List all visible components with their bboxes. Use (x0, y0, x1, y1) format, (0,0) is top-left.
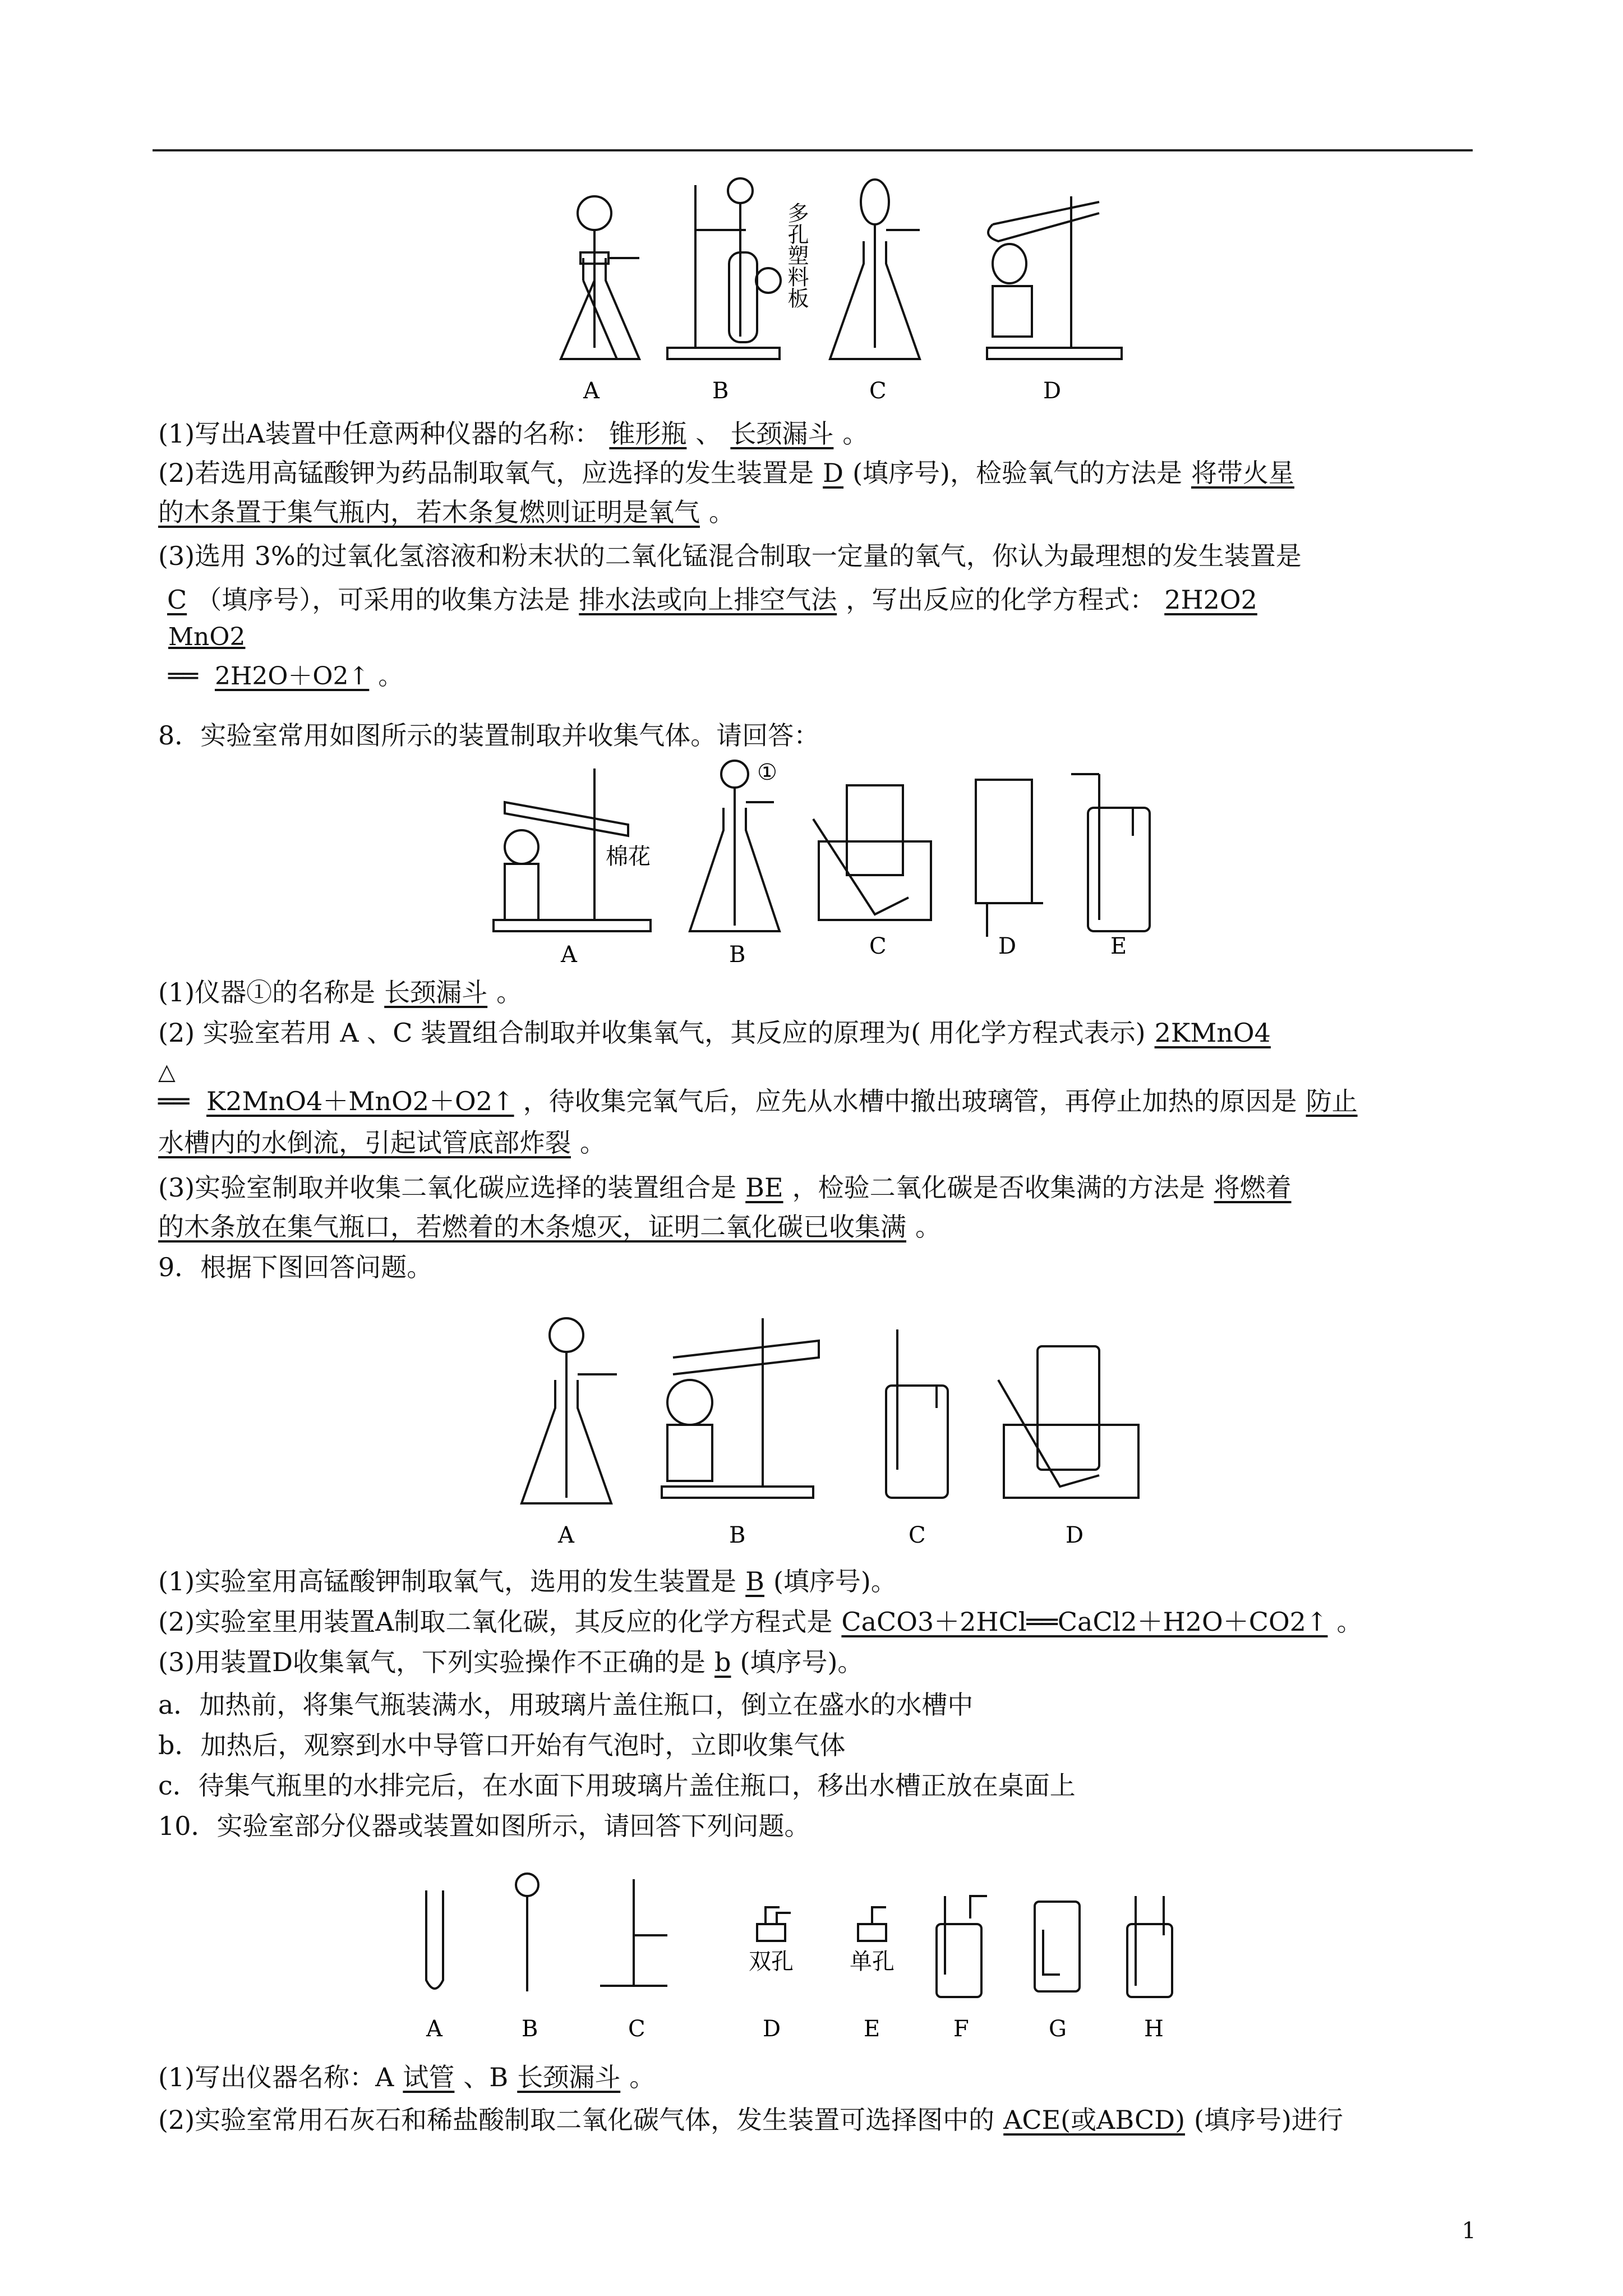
figure-2-drawing (482, 752, 1211, 968)
q8-p2-eq-right: K2MnO4＋MnO2＋O2↑ (206, 1086, 514, 1116)
q8-p2-condition: △ (158, 1059, 176, 1085)
fig2-label-b: B (729, 942, 746, 968)
q7-equation-block: MnO2 ══ 2H2O＋O2↑ 。 (168, 623, 403, 691)
q7-p3-answer1: C (167, 585, 187, 615)
q7-p3-mid2: ，写出反应的化学方程式： (846, 585, 1156, 615)
page-number: 1 (1461, 2218, 1476, 2244)
q9-p2-prefix: (2)实验室里用装置A制取二氧化碳，其反应的化学方程式是 (158, 1607, 833, 1637)
q7-p1-answer1: 锥形瓶 (609, 418, 687, 449)
fig4-d-text: 双孔 (749, 1949, 794, 1975)
q7-p2-prefix: (2)若选用高锰酸钾为药品制取氧气，应选择的发生装置是 (158, 458, 814, 488)
q8-p3-end: 。 (915, 1212, 941, 1242)
fig4-label-f: F (953, 2016, 969, 2042)
q7-p3-mid: （填序号），可采用的收集方法是 (196, 585, 570, 615)
q10-part2 (158, 2101, 1470, 2138)
q7-p2-end: 。 (709, 497, 735, 527)
q10-p1-prefix: (1)写出仪器名称：A (158, 2062, 394, 2092)
q7-p2-mid: (填序号)，检验氧气的方法是 (852, 458, 1182, 488)
fig1-label-d: D (1043, 378, 1062, 404)
q9-p1-answer: B (745, 1566, 764, 1596)
q10-part1 (158, 2059, 1470, 2096)
fig1-plate-text: 多孔塑料板 (784, 202, 809, 309)
q10-p1-answer1: 试管 (403, 2062, 455, 2092)
q9-option-a-text: a．加热前，将集气瓶装满水，用玻璃片盖住瓶口，倒立在盛水的水槽中 (158, 1690, 974, 1720)
q7-part2-line1 (158, 454, 1470, 491)
q9-title-text: 9．根据下图回答问题。 (158, 1252, 433, 1282)
fig3-label-b: B (729, 1522, 746, 1548)
figure-3 (505, 1313, 1178, 1550)
figure-4 (404, 1862, 1245, 2044)
fig1-label-b: B (712, 378, 729, 404)
fig3-label-a: A (558, 1522, 574, 1548)
fig1-label-c: C (869, 378, 887, 404)
q9-p3-end: (填序号)。 (740, 1647, 864, 1677)
q7-p1-end: 。 (842, 418, 869, 449)
q8-p2-eq-left: 2KMnO4 (1154, 1018, 1271, 1048)
q8-p2-answer2b: 水槽内的水倒流，引起试管底部炸裂 (158, 1128, 571, 1158)
q8-p3-prefix: (3)实验室制取并收集二氧化碳应选择的装置组合是 (158, 1172, 737, 1203)
q9-p3-prefix: (3)用装置D收集氧气，下列实验操作不正确的是 (158, 1647, 706, 1677)
q10-p2-prefix: (2)实验室常用石灰石和稀盐酸制取二氧化碳气体，发生装置可选择图中的 (158, 2105, 995, 2135)
figure-4-drawing (404, 1862, 1245, 2042)
q7-p3-eq-left: 2H2O2 (1164, 585, 1257, 615)
fig4-label-h: H (1144, 2016, 1164, 2042)
q7-p2-answer2a: 将带火星 (1191, 458, 1294, 488)
q10-p2-answer: ACE(或ABCD) (1003, 2105, 1186, 2135)
q9-p3-answer: b (714, 1647, 731, 1677)
q8-part3-line2 (158, 1208, 1470, 1245)
fig4-label-g: G (1049, 2016, 1067, 2042)
q7-p1-answer2: 长颈漏斗 (730, 418, 834, 449)
q9-p2-end: 。 (1336, 1607, 1363, 1637)
q9-part2 (158, 1603, 1470, 1640)
q7-p2-answer1: D (823, 458, 844, 488)
q9-p1-prefix: (1)实验室用高锰酸钾制取氧气，选用的发生装置是 (158, 1566, 737, 1596)
fig3-label-d: D (1066, 1522, 1084, 1548)
q9-option-c-text: c．待集气瓶里的水排完后，在水面下用玻璃片盖住瓶口，移出水槽正放在桌面上 (158, 1770, 1076, 1801)
q8-p1-prefix: (1)仪器①的名称是 (158, 977, 376, 1007)
q8-p3-answer2b: 的木条放在集气瓶口，若燃着的木条熄灭，证明二氧化碳已收集满 (158, 1212, 906, 1242)
fig4-label-a: A (426, 2016, 442, 2042)
fig2-label-a: A (561, 942, 577, 968)
fig2-label-d: D (998, 933, 1017, 959)
q10-p2-end: (填序号)进行 (1194, 2105, 1343, 2135)
fig1-label-a: A (583, 378, 600, 404)
figure-1 (550, 168, 1166, 406)
fig4-label-b: B (522, 2016, 538, 2042)
q9-option-c (158, 1767, 1470, 1804)
q8-title-text: 8．实验室常用如图所示的装置制取并收集气体。请回答： (158, 720, 820, 751)
figure-3-drawing (505, 1313, 1178, 1548)
q8-part2-line1 (158, 1014, 1470, 1051)
q9-option-a (158, 1686, 1470, 1723)
q7-part3-line1 (158, 537, 1470, 574)
q7-part1 (158, 415, 1470, 452)
fig4-e-text: 单孔 (850, 1949, 895, 1975)
header-rule (153, 149, 1473, 151)
q7-part2-line2 (158, 494, 1470, 531)
q7-p1-prefix: (1)写出A装置中任意两种仪器的名称： (158, 418, 601, 449)
q7-p3-end: 。 (378, 662, 403, 691)
q8-p2-mid: ，待收集完氧气后，应先从水槽中撤出玻璃管，再停止加热的原因是 (523, 1086, 1297, 1116)
q8-title (158, 717, 1470, 754)
q9-part1 (158, 1563, 1470, 1600)
figure-2 (482, 752, 1211, 967)
q8-p3-mid: ，检验二氧化碳是否收集满的方法是 (792, 1172, 1205, 1203)
q8-part2-line3 (158, 1124, 1470, 1161)
q7-p1-sep: 、 (695, 418, 722, 449)
q9-title (158, 1249, 1470, 1286)
q10-title (158, 1807, 1470, 1844)
q7-p3-answer2: 排水法或向上排空气法 (579, 585, 837, 615)
q7-p3-text: (3)选用 3%的过氧化氢溶液和粉末状的二氧化锰混合制取一定量的氧气，你认为最理想的发生装置是 (158, 541, 1302, 571)
fig4-label-c: C (628, 2016, 645, 2042)
q8-part2-line2: ══ K2MnO4＋MnO2＋O2↑ ，待收集完氧气后，应先从水槽中撤出玻璃管，再停止加热的原因是 防止 (158, 1083, 1470, 1120)
fig2-marker: ① (757, 760, 777, 785)
q10-p1-end: 。 (629, 2062, 656, 2092)
q8-p1-end: 。 (496, 977, 523, 1007)
q8-p3-answer1: BE (745, 1172, 783, 1203)
q7-eq-right: 2H2O＋O2↑ (214, 662, 370, 691)
fig3-label-c: C (909, 1522, 926, 1548)
q9-p2-answer: CaCO3＋2HCl══CaCl2＋H2O＋CO2↑ (841, 1607, 1328, 1637)
figure-1-drawing (550, 168, 1166, 404)
q8-p3-answer2a: 将燃着 (1214, 1172, 1292, 1203)
q8-p2-answer2a: 防止 (1306, 1086, 1358, 1116)
q8-part1 (158, 974, 1470, 1011)
fig4-label-d: D (763, 2016, 781, 2042)
q10-title-text: 10．实验室部分仪器或装置如图所示，请回答下列问题。 (158, 1811, 810, 1841)
q7-part3-line2 (158, 581, 1470, 618)
q7-p2-answer2b: 的木条置于集气瓶内，若木条复燃则证明是氧气 (158, 497, 700, 527)
q8-p1-answer: 长颈漏斗 (384, 977, 488, 1007)
q10-p1-answer2: 长颈漏斗 (517, 2062, 621, 2092)
fig2-label-e: E (1110, 933, 1127, 959)
q8-p2-end: 。 (580, 1128, 606, 1158)
fig2-label-c: C (869, 933, 887, 959)
q9-p1-end: (填序号)。 (773, 1566, 897, 1596)
q9-part3 (158, 1644, 1470, 1681)
q8-p2-prefix: (2) 实验室若用 A 、C 装置组合制取并收集氧气，其反应的原理为( 用化学方程式表示) (158, 1018, 1146, 1048)
q7-catalyst: MnO2 (168, 623, 246, 651)
q9-option-b (158, 1727, 1470, 1764)
fig2-cotton-text: 棉花 (606, 844, 651, 869)
q10-p1-sep: 、B (463, 2062, 509, 2092)
q8-part3-line1 (158, 1169, 1470, 1206)
q9-option-b-text: b．加热后，观察到水中导管口开始有气泡时，立即收集气体 (158, 1730, 846, 1760)
fig4-label-e: E (864, 2016, 880, 2042)
